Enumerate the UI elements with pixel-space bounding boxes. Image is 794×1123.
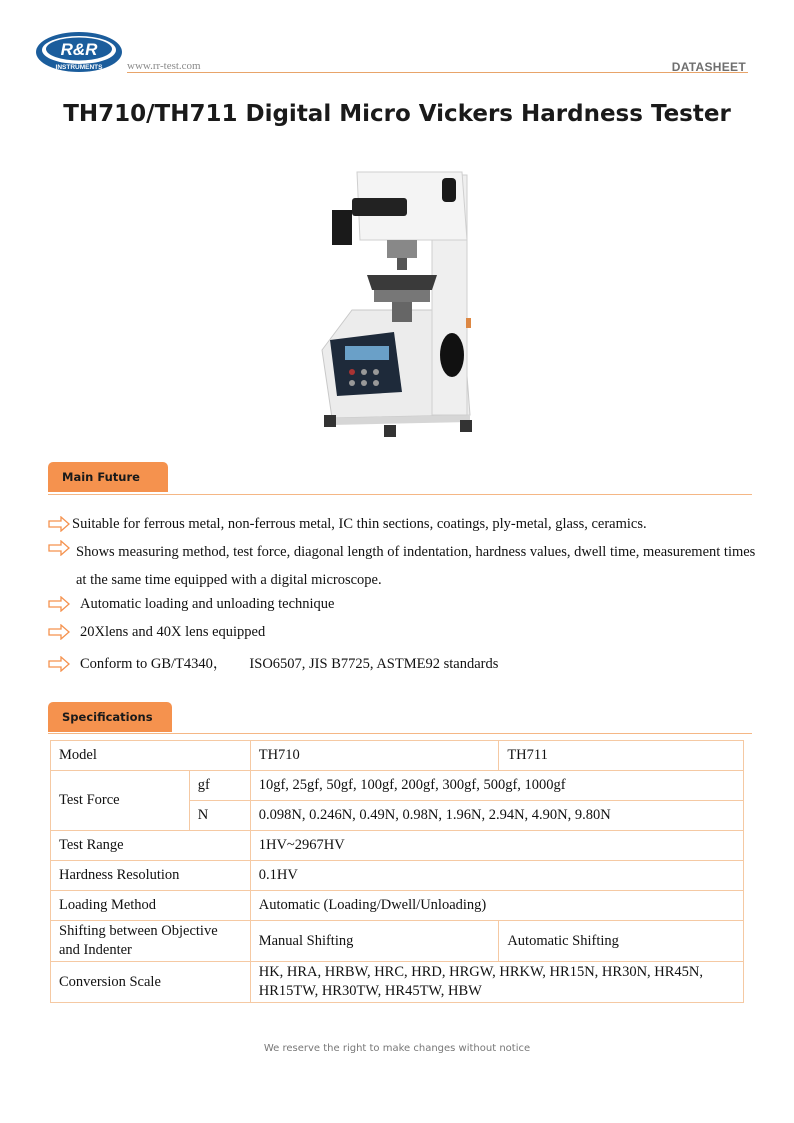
svg-text:R&R: R&R — [60, 40, 98, 59]
product-image — [312, 160, 482, 445]
table-row — [51, 962, 744, 1003]
section-divider — [48, 494, 752, 495]
table-cell: Manual Shifting — [250, 921, 499, 962]
arrow-right-icon — [48, 596, 70, 612]
arrow-right-icon — [48, 656, 70, 672]
table-cell: Shifting between Objective and Indenter — [51, 921, 251, 962]
header-divider — [127, 72, 748, 73]
table-cell: Hardness Resolution — [51, 861, 251, 891]
table-cell: HK, HRA, HRBW, HRC, HRD, HRGW, HRKW, HR15N, HR30N, HR45N, HR15TW, HR30TW, HR45TW, HBW — [250, 962, 743, 1003]
table-cell: Conversion Scale — [51, 962, 251, 1003]
table-cell: gf — [189, 771, 250, 801]
list-item: Shows measuring method, test force, diagonal length of indentation, hardness values, dwell time, measurement times at the same time equipped with a digital microscope. — [48, 538, 758, 594]
table-cell: TH710 — [250, 741, 499, 771]
company-logo — [34, 30, 124, 74]
table-cell: Test Force — [51, 771, 190, 831]
table-row — [51, 921, 744, 962]
page-title: TH710/TH711 Digital Micro Vickers Hardness Tester — [63, 101, 731, 127]
arrow-right-icon — [48, 540, 70, 556]
list-item: Automatic loading and unloading technique — [48, 594, 758, 622]
list-item: Conform to GB/T4340， ISO6507, JIS B7725, ASTME92 standards — [48, 654, 758, 682]
table-cell: Model — [51, 741, 251, 771]
table-row — [51, 741, 744, 771]
table-cell: 0.1HV — [250, 861, 743, 891]
document-type-label: DATASHEET — [671, 60, 746, 74]
table-cell: 1HV~2967HV — [250, 831, 743, 861]
website-link[interactable]: www.rr-test.com — [127, 60, 201, 72]
specifications-table — [50, 740, 744, 1003]
list-item: Suitable for ferrous metal, non-ferrous metal, IC thin sections, coatings, ply-metal, glass, ceramics. — [48, 514, 758, 542]
table-cell: 10gf, 25gf, 50gf, 100gf, 200gf, 300gf, 500gf, 1000gf — [250, 771, 743, 801]
table-row — [51, 891, 744, 921]
table-row — [51, 861, 744, 891]
section-header-main-features: Main Future — [48, 462, 168, 492]
footer-disclaimer: We reserve the right to make changes without notice — [263, 1043, 531, 1054]
feature-list — [48, 514, 758, 682]
section-header-specifications: Specifications — [48, 702, 172, 732]
table-row — [51, 831, 744, 861]
table-row — [51, 771, 744, 801]
table-cell: Test Range — [51, 831, 251, 861]
table-cell: N — [189, 801, 250, 831]
section-divider — [48, 733, 752, 734]
table-cell: Loading Method — [51, 891, 251, 921]
arrow-right-icon — [48, 624, 70, 640]
list-item: 20Xlens and 40X lens equipped — [48, 622, 758, 650]
arrow-right-icon — [48, 516, 70, 532]
table-cell: Automatic (Loading/Dwell/Unloading) — [250, 891, 743, 921]
table-cell: 0.098N, 0.246N, 0.49N, 0.98N, 1.96N, 2.94N, 4.90N, 9.80N — [250, 801, 743, 831]
table-cell: Automatic Shifting — [499, 921, 744, 962]
table-cell: TH711 — [499, 741, 744, 771]
svg-text:INSTRUMENTS: INSTRUMENTS — [55, 64, 103, 71]
